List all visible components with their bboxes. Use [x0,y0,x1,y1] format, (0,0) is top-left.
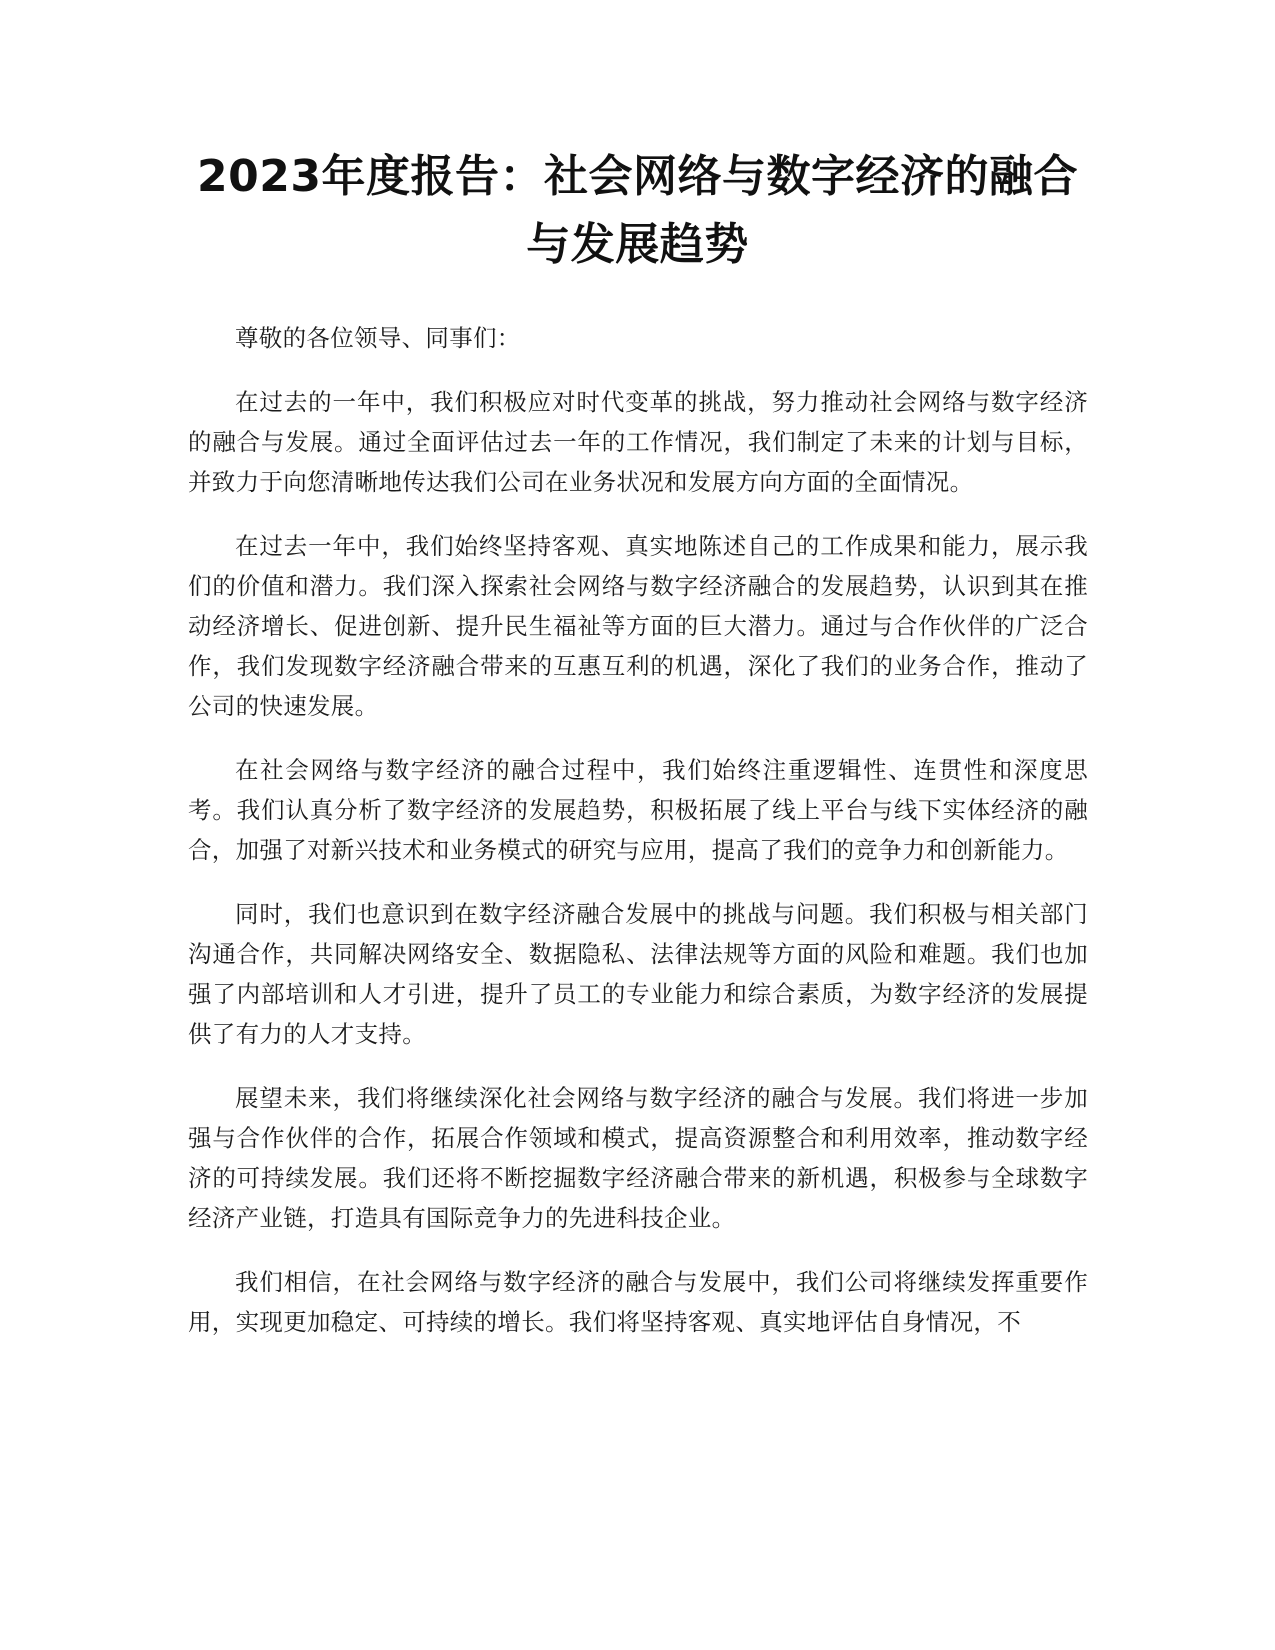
paragraph-4: 同时，我们也意识到在数字经济融合发展中的挑战与问题。我们积极与相关部门沟通合作，共同解决网络安全、数据隐私、法律法规等方面的风险和难题。我们也加强了内部培训和人才引进，提升了员工的专业能力和综合素质，为数字经济的发展提供了有力的人才支持。 [188,900,1088,1048]
paragraph-1: 在过去的一年中，我们积极应对时代变革的挑战，努力推动社会网络与数字经济的融合与发展。通过全面评估过去一年的工作情况，我们制定了未来的计划与目标，并致力于向您清晰地传达我们公司在业务状况和发展方向方面的全面情况。 [188,388,1088,496]
paragraph-5: 展望未来，我们将继续深化社会网络与数字经济的融合与发展。我们将进一步加强与合作伙伴的合作，拓展合作领域和模式，提高资源整合和利用效率，推动数字经济的可持续发展。我们还将不断挖掘数字经济融合带来的新机遇，积极参与全球数字经济产业链，打造具有国际竞争力的先进科技企业。 [188,1084,1088,1232]
document-title-line-2: 与发展趋势 [526,219,749,270]
paragraph-6: 我们相信，在社会网络与数字经济的融合与发展中，我们公司将继续发挥重要作用，实现更加稳定、可持续的增长。我们将坚持客观、真实地评估自身情况，不 [188,1268,1088,1336]
paragraph-2: 在过去一年中，我们始终坚持客观、真实地陈述自己的工作成果和能力，展示我们的价值和潜力。我们深入探索社会网络与数字经济融合的发展趋势，认识到其在推动经济增长、促进创新、提升民生福祉等方面的巨大潜力。通过与合作伙伴的广泛合作，我们发现数字经济融合带来的互惠互利的机遇，深化了我们的业务合作，推动了公司的快速发展。 [188,532,1088,720]
document-body [188,318,1088,1366]
document-title [185,143,1090,279]
paragraph-3: 在社会网络与数字经济的融合过程中，我们始终注重逻辑性、连贯性和深度思考。我们认真分析了数字经济的发展趋势，积极拓展了线上平台与线下实体经济的融合，加强了对新兴技术和业务模式的研究与应用，提高了我们的竞争力和创新能力。 [188,756,1088,864]
document-title-line-1: 2023年度报告：社会网络与数字经济的融合 [197,151,1078,202]
salutation: 尊敬的各位领导、同事们： [235,324,521,352]
